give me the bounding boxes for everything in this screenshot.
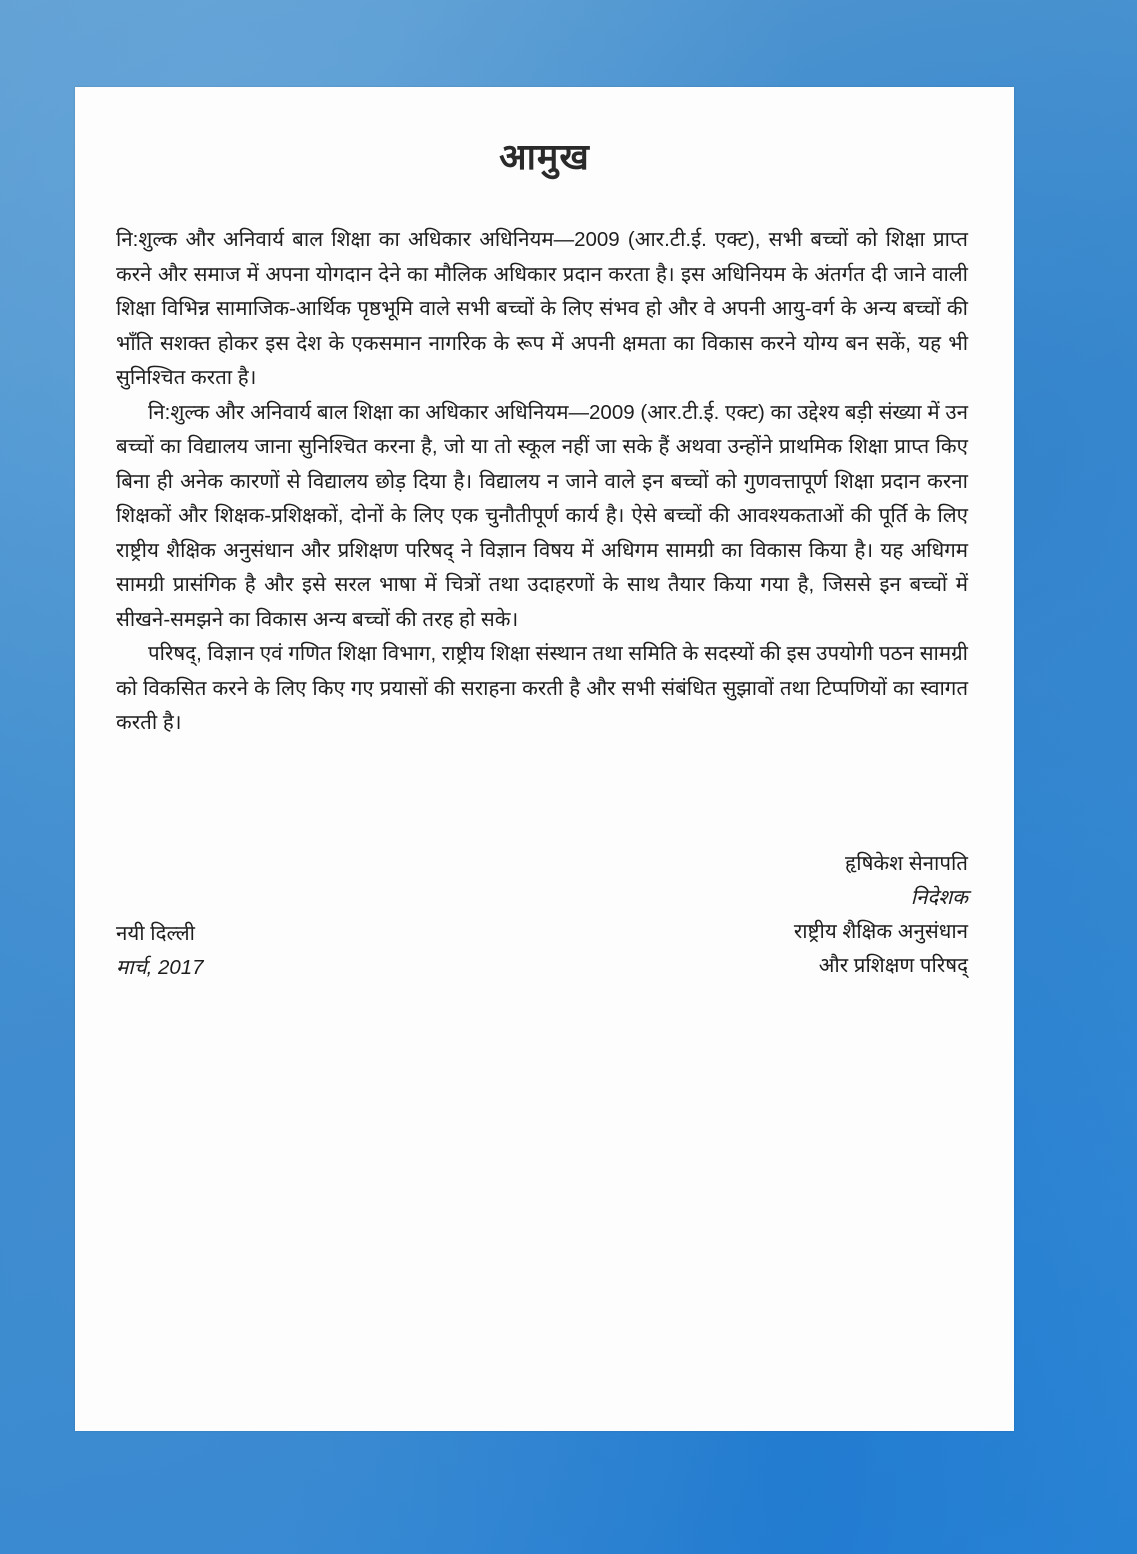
paragraph-3: परिषद्, विज्ञान एवं गणित शिक्षा विभाग, राष्ट्रीय शिक्षा संस्थान तथा समिति के सदस्यों की इस उपयोगी पठन सामग्री को विकसित करने के लिए किए गए प्रयासों की सराहना करती है और सभी संबंधित सुझावों तथा टिप्पणियों का स्वागत करती है।	[116, 642, 968, 734]
foreword-body	[116, 223, 968, 741]
signature-block	[794, 847, 968, 983]
document-page	[75, 87, 1014, 1431]
signatory-name: हृषिकेश सेनापति	[845, 852, 968, 875]
organization-line-1: राष्ट्रीय शैक्षिक अनुसंधान	[793, 920, 968, 943]
signatory-designation: निदेशक	[910, 886, 968, 909]
place: नयी दिल्ली	[116, 922, 195, 945]
page-title: आमुख	[499, 136, 590, 177]
paragraph-1: नि:शुल्क और अनिवार्य बाल शिक्षा का अधिकार अधिनियम—2009 (आर.टी.ई. एक्ट), सभी बच्चों को शिक्षा प्राप्त करने और समाज में अपना योगदान देने का मौलिक अधिकार प्रदान करता है। इस अधिनियम के अंतर्गत दी जाने वाली शिक्षा विभिन्न सामाजिक-आर्थिक पृष्ठभूमि वाले सभी बच्चों के लिए संभव हो और वे अपनी आयु-वर्ग के अन्य बच्चों की भाँति सशक्त होकर इस देश के एकसमान नागरिक के रूप में अपनी क्षमता का विकास करने योग्य बन सकें, यह भी सुनिश्चित करता है।	[116, 228, 968, 389]
paragraph-2: नि:शुल्क और अनिवार्य बाल शिक्षा का अधिकार अधिनियम—2009 (आर.टी.ई. एक्ट) का उद्देश्य बड़ी संख्या में उन बच्चों का विद्यालय जाना सुनिश्चित करना है, जो या तो स्कूल नहीं जा सके हैं अथवा उन्होंने प्राथमिक शिक्षा प्राप्त किए बिना ही अनेक कारणों से विद्यालय छोड़ दिया है। विद्यालय न जाने वाले इन बच्चों को गुणवत्तापूर्ण शिक्षा प्रदान करना शिक्षकों और शिक्षक-प्रशिक्षकों, दोनों के लिए एक चुनौतीपूर्ण कार्य है। ऐसे बच्चों की आवश्यकताओं की पूर्ति के लिए राष्ट्रीय शैक्षिक अनुसंधान और प्रशिक्षण परिषद् ने विज्ञान विषय में अधिगम सामग्री का विकास किया है। यह अधिगम सामग्री प्रासंगिक है और इसे सरल भाषा में चित्रों तथा उदाहरणों के साथ तैयार किया गया है, जिससे इन बच्चों में सीखने-समझने का विकास अन्य बच्चों की तरह हो सके।	[116, 400, 968, 631]
place-date-block	[116, 917, 204, 985]
date: मार्च, 2017	[116, 956, 204, 979]
organization-line-2: और प्रशिक्षण परिषद्	[818, 954, 968, 977]
